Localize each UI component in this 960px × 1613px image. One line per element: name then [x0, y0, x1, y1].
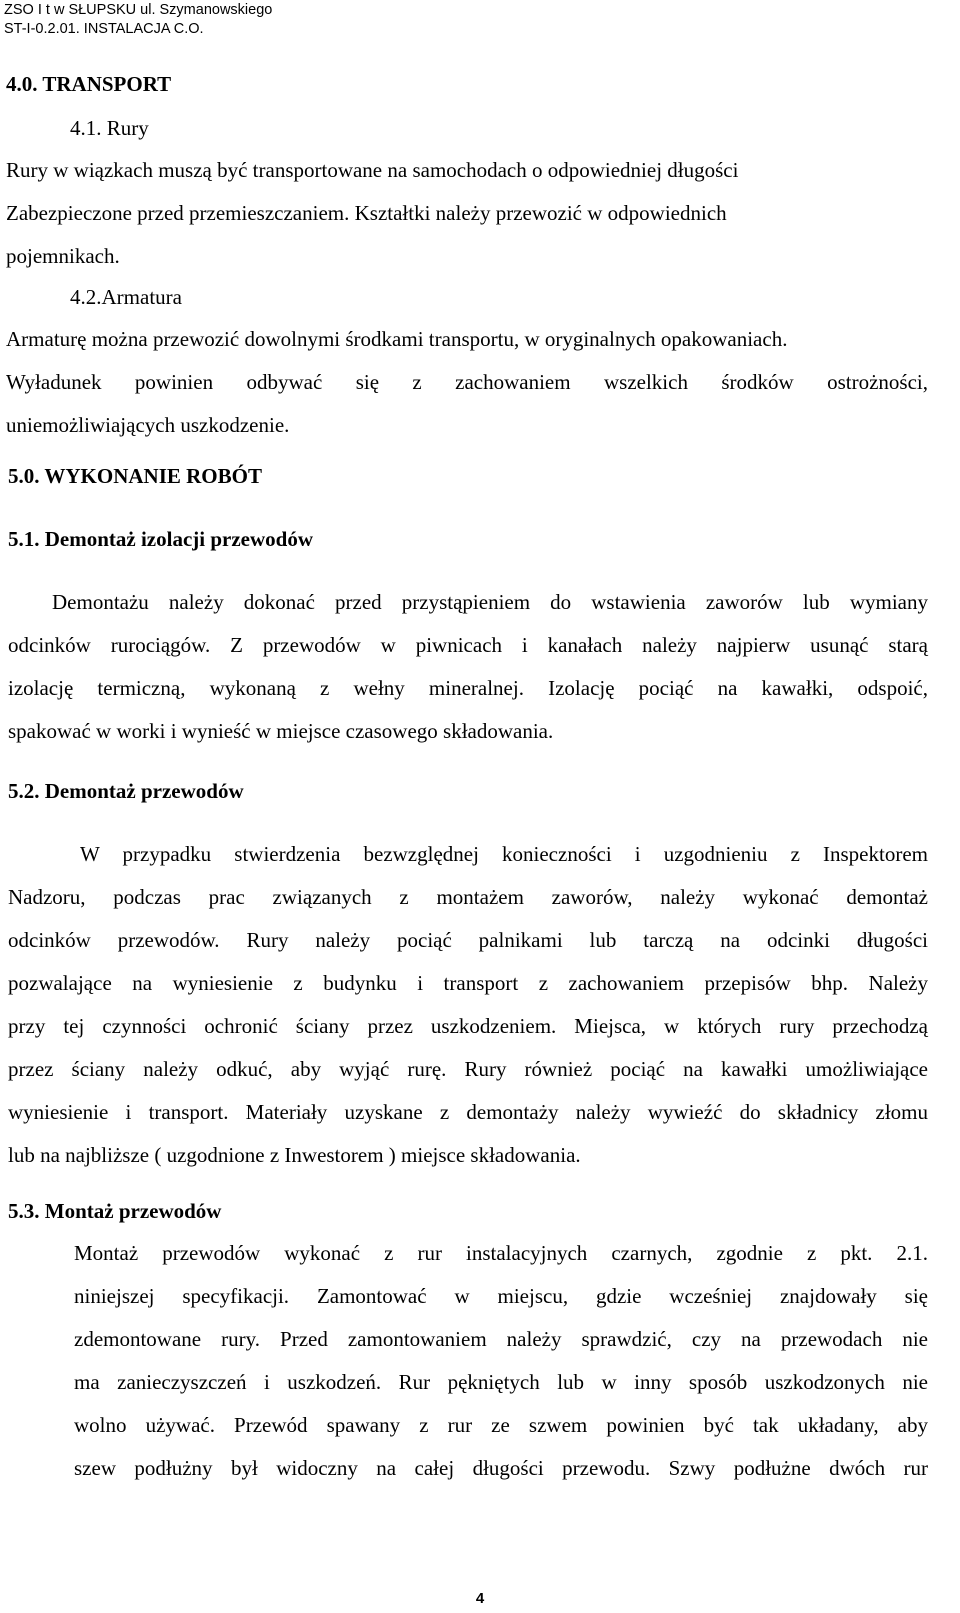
- section-4-2-title: 4.2.Armatura: [70, 285, 182, 309]
- section-5-2-title: 5.2. Demontaż przewodów: [8, 779, 244, 803]
- paragraph-line: wyniesienie i transport. Materiały uzyskane z demontaży należy wywieźć do składnicy złomu: [8, 1100, 928, 1124]
- paragraph-line: przez ściany należy odkuć, aby wyjąć rurę. Rury również pociąć na kawałki umożliwiające: [8, 1057, 928, 1081]
- paragraph-line: szew podłużny był widoczny na całej długości przewodu. Szwy podłużne dwóch rur: [74, 1456, 928, 1480]
- document-header-line-1: ZSO I t w SŁUPSKU ul. Szymanowskiego: [4, 2, 273, 18]
- paragraph-line: niniejszej specyfikacji. Zamontować w miejscu, gdzie wcześniej znajdowały się: [74, 1284, 928, 1308]
- section-5-title: 5.0. WYKONANIE ROBÓT: [8, 464, 262, 488]
- paragraph-line: Zabezpieczone przed przemieszczaniem. Kształtki należy przewozić w odpowiednich: [6, 201, 727, 225]
- paragraph-line: Wyładunek powinien odbywać się z zachowaniem wszelkich środków ostrożności,: [6, 370, 928, 394]
- section-4-2-paragraph: [6, 318, 928, 447]
- paragraph-line: pozwalające na wyniesienie z budynku i transport z zachowaniem przepisów bhp. Należy: [8, 971, 928, 995]
- section-4-title: 4.0. TRANSPORT: [6, 72, 172, 96]
- section-5-3-title: 5.3. Montaż przewodów: [8, 1199, 222, 1223]
- paragraph-line: odcinków przewodów. Rury należy pociąć palnikami lub tarczą na odcinki długości: [8, 928, 928, 952]
- section-4-1-title: 4.1. Rury: [70, 116, 149, 140]
- paragraph-line: Nadzoru, podczas prac związanych z montażem zaworów, należy wykonać demontaż: [8, 885, 928, 909]
- page-number: 4: [475, 1590, 485, 1607]
- paragraph-line: pojemnikach.: [6, 244, 120, 268]
- section-5-1-title: 5.1. Demontaż izolacji przewodów: [8, 527, 314, 551]
- paragraph-line: W przypadku stwierdzenia bezwzględnej konieczności i uzgodnieniu z Inspektorem: [80, 842, 928, 866]
- paragraph-line: odcinków rurociągów. Z przewodów w piwnicach i kanałach należy najpierw usunąć starą: [8, 633, 928, 657]
- paragraph-line: lub na najbliższe ( uzgodnione z Inwestorem ) miejsce składowania.: [8, 1143, 581, 1167]
- section-5-2-paragraph: [8, 833, 928, 1177]
- section-5-3-paragraph: [74, 1232, 928, 1490]
- document-header-line-2: ST-I-0.2.01. INSTALACJA C.O.: [4, 21, 204, 37]
- paragraph-line: zdemontowane rury. Przed zamontowaniem należy sprawdzić, czy na przewodach nie: [74, 1327, 928, 1351]
- section-5-1-paragraph: [8, 581, 928, 753]
- paragraph-line: Armaturę można przewozić dowolnymi środkami transportu, w oryginalnych opakowaniach.: [6, 327, 788, 351]
- paragraph-line: Rury w wiązkach muszą być transportowane na samochodach o odpowiedniej długości: [6, 158, 739, 182]
- paragraph-line: Demontażu należy dokonać przed przystąpieniem do wstawienia zaworów lub wymiany: [52, 590, 928, 614]
- paragraph-line: spakować w worki i wynieść w miejsce czasowego składowania.: [8, 719, 554, 743]
- paragraph-line: izolację termiczną, wykonaną z wełny mineralnej. Izolację pociąć na kawałki, odspoić,: [8, 676, 928, 700]
- paragraph-line: przy tej czynności ochronić ściany przez uszkodzeniem. Miejsca, w których rury przechodzą: [8, 1014, 928, 1038]
- paragraph-line: wolno używać. Przewód spawany z rur ze szwem powinien być tak układany, aby: [74, 1413, 928, 1437]
- section-4-1-paragraph: [6, 149, 836, 278]
- paragraph-line: Montaż przewodów wykonać z rur instalacyjnych czarnych, zgodnie z pkt. 2.1.: [74, 1241, 928, 1265]
- paragraph-line: ma zanieczyszczeń i uszkodzeń. Rur pękniętych lub w inny sposób uszkodzonych nie: [74, 1370, 928, 1394]
- paragraph-line: uniemożliwiających uszkodzenie.: [6, 413, 290, 437]
